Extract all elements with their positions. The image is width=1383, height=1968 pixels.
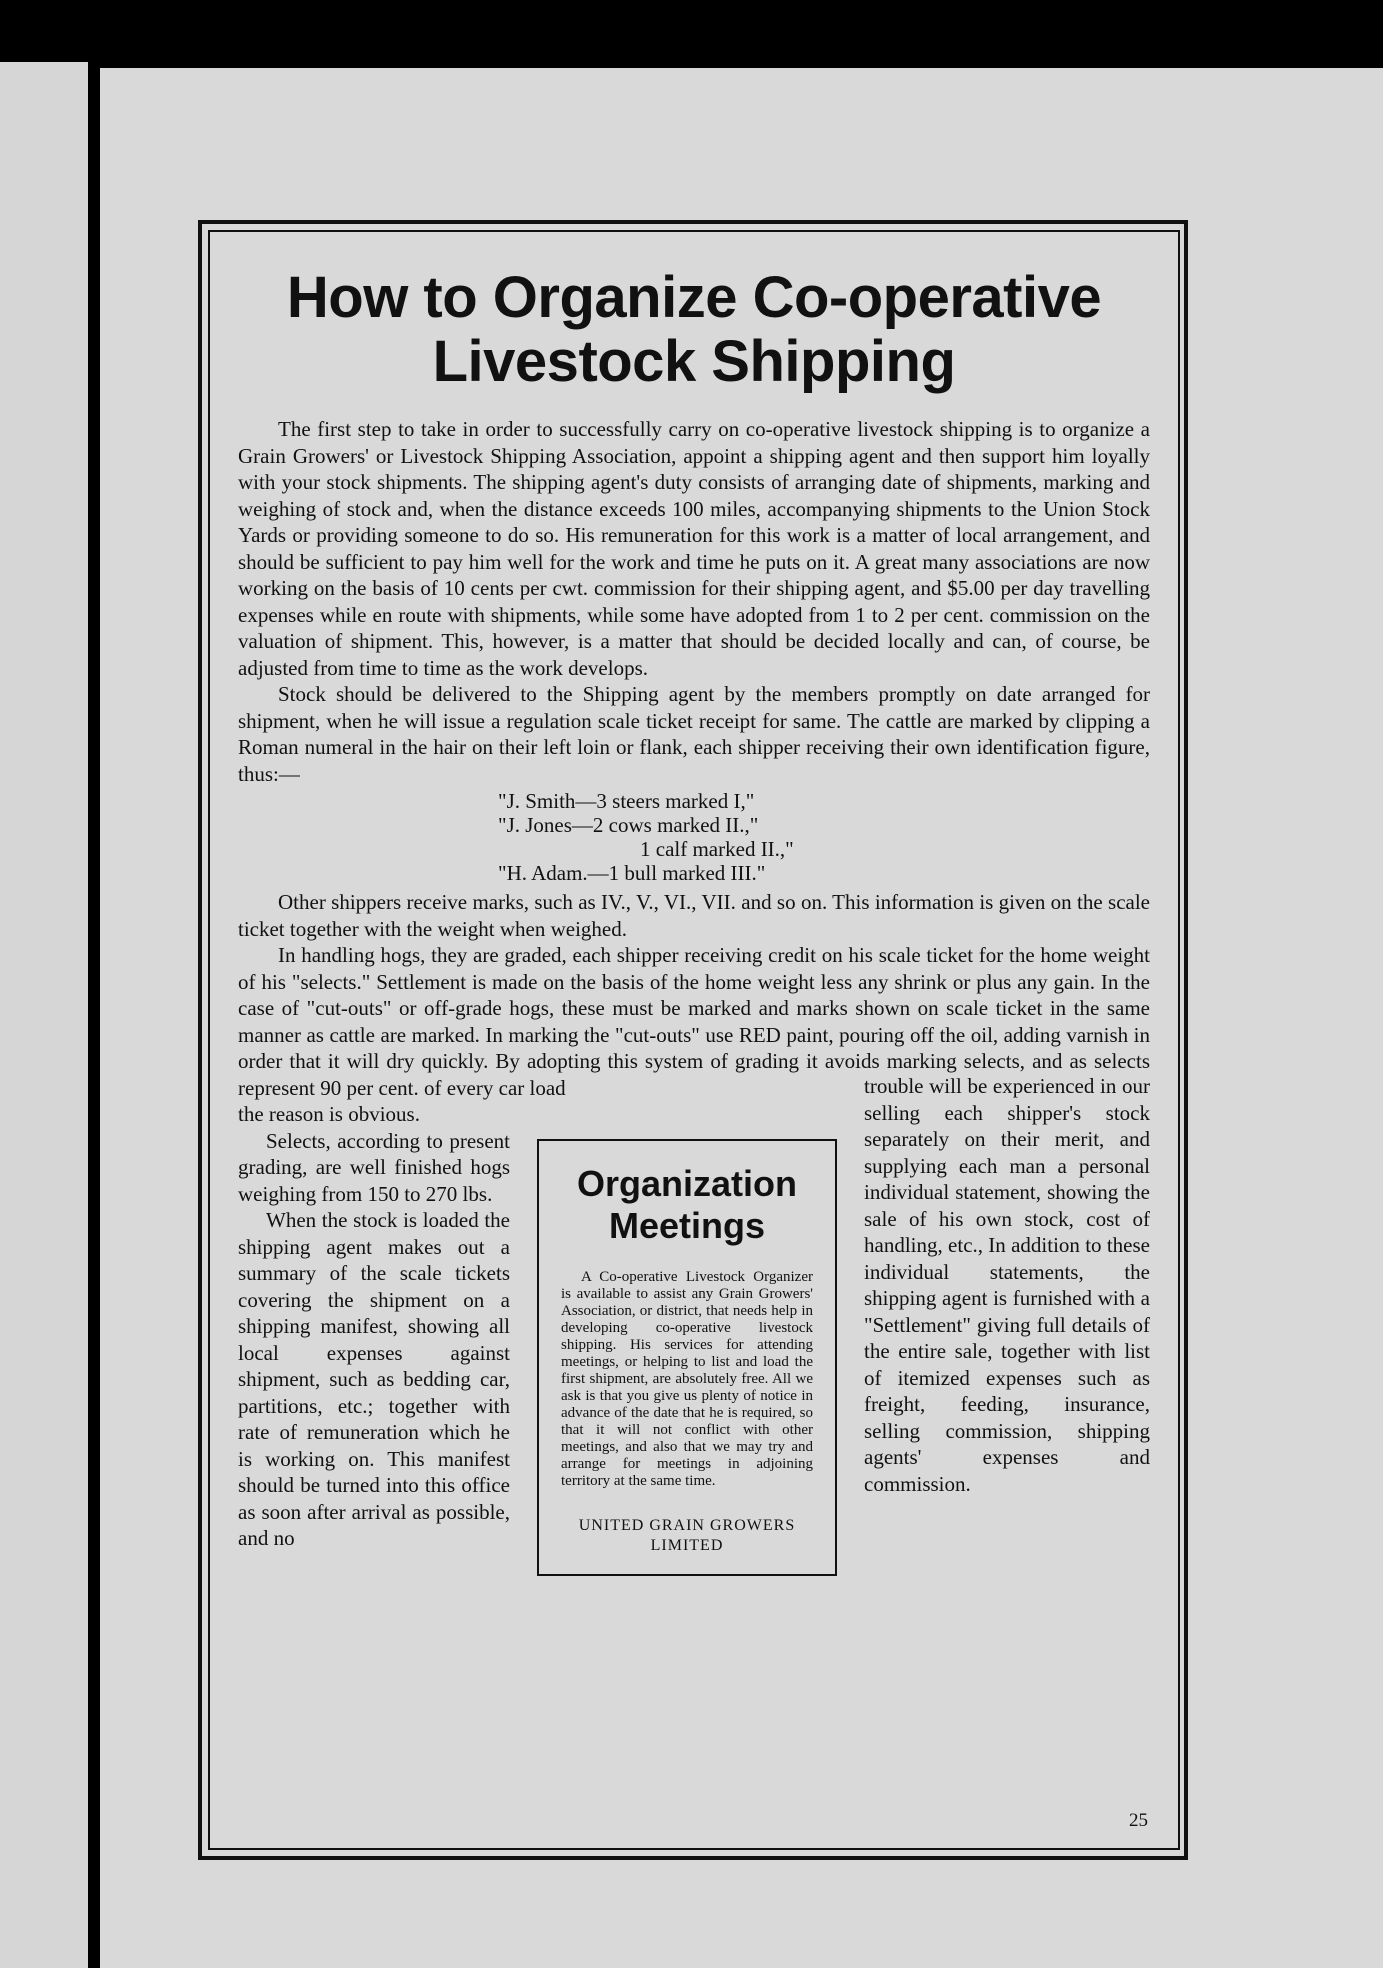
right-column <box>864 1074 1150 1576</box>
three-column-section <box>238 1074 1150 1576</box>
mark-example: 1 calf marked II.," <box>640 837 794 861</box>
signature-line-2: LIMITED <box>650 1537 724 1554</box>
box-body: A Co-operative Livestock Organizer is available to assist any Grain Growers' Association, or district, that needs help in developing co-operative livestock shipping. His services for attending meetings, or helping to list and load the first shipment, are absolutely free. All we ask is that you give us plenty of notice in advance of the date that he is required, so that it will not conflict with other meetings, and also that we may try and arrange for meetings in adjoining territory at the same time. <box>561 1269 813 1489</box>
mark-example: "J. Smith—3 steers marked I," <box>498 789 755 813</box>
right-column-text: trouble will be experienced in our selling each shipper's stock separately on their merit, and supplying each man a personal individual statement, showing the sale of his own stock, cost of handling, etc., In addition to these individual statements, the shipping agent is furnished with a "Settlement" giving full details of the entire sale, together with list of itemized expenses such as freight, feeding, insurance, selling commission, shipping agents' expenses and commission. <box>864 1074 1150 1496</box>
left-column-continuation: the reason is obvious. <box>238 1102 420 1126</box>
paragraph-other-shippers: Other shippers receive marks, such as IV., V., VI., VII. and so on. This information is given on the scale ticket together with the weight when weighed. <box>238 890 1150 941</box>
paragraph-intro: The first step to take in order to successfully carry on co-operative livestock shipping is to organize a Grain Growers' or Livestock Shipping Association, appoint a shipping agent and then support him loyally with your stock shipments. The shipping agent's duty consists of arranging date of shipments, marking and weighing of stock and, when the distance exceeds 100 miles, accompanying shipments to the Union Stock Yards or providing someone to do so. His remuneration for this work is a matter of local arrangement, and should be sufficient to pay him well for the work and time he puts on it. A great many associations are now working on the basis of 10 cents per cwt. commission for their shipping agent, and $5.00 per day travelling expenses while en route with shipments, while some have adopted from 1 to 2 per cent. commission on the valuation of shipment. This, however, is a matter that should be decided locally and can, of course, be adjusted from time to time as the work develops. <box>238 417 1150 680</box>
organization-meetings-box-column <box>537 1139 837 1576</box>
paragraph-selects: Selects, according to present grading, are well finished hogs weighing from 150 to 270 lbs. <box>238 1128 510 1206</box>
title-line-1: How to Organize Co-operative <box>286 265 1102 330</box>
article-title <box>238 266 1150 394</box>
box-signature <box>561 1516 813 1556</box>
mark-example: "J. Jones—2 cows marked II.," <box>498 813 759 837</box>
paragraph-hogs: In handling hogs, they are graded, each shipper receiving credit on his scale ticket for the home weight of his "selects." Settlement is made on the basis of the home weight less any shrink or plus any gain. In the case of "cut-outs" or off-grade hogs, these must be marked and marks shown on scale ticket in the same manner as cattle are marked. In marking the "cut-outs" use RED paint, pouring off the oil, adding varnish in order that it will dry quickly. By adopting this system of grading it avoids marking selects, and as selects represent 90 per cent. of every car load <box>238 943 1150 1100</box>
organization-meetings-box <box>537 1139 837 1576</box>
box-title-line-1: Organization <box>576 1163 797 1204</box>
title-line-2: Livestock Shipping <box>432 329 956 394</box>
article-body <box>238 416 1150 1101</box>
left-column <box>238 1101 510 1576</box>
marks-example-list <box>238 789 1150 885</box>
article-frame <box>208 230 1180 1850</box>
paragraph-manifest: When the stock is loaded the shipping agent makes out a summary of the scale tickets covering the shipment on a shipping manifest, showing all local expenses against shipment, such as bedding car, partitions, etc.; together with rate of remuneration which he is working on. This manifest should be turned into this office as soon after arrival as possible, and no <box>238 1208 510 1550</box>
adjacent-page-edge <box>0 62 88 1968</box>
paragraph-delivery: Stock should be delivered to the Shipping agent by the members promptly on date arranged for shipment, when he will issue a regulation scale ticket receipt for same. The cattle are marked by clipping a Roman numeral in the hair on their left loin or flank, each shipper receiving their own identification figure, thus:— <box>238 682 1150 786</box>
box-title <box>561 1163 813 1247</box>
signature-line-1: UNITED GRAIN GROWERS <box>578 1517 796 1534</box>
box-title-line-2: Meetings <box>608 1205 766 1246</box>
mark-example: "H. Adam.—1 bull marked III." <box>498 861 766 885</box>
page-number: 25 <box>1129 1810 1148 1831</box>
